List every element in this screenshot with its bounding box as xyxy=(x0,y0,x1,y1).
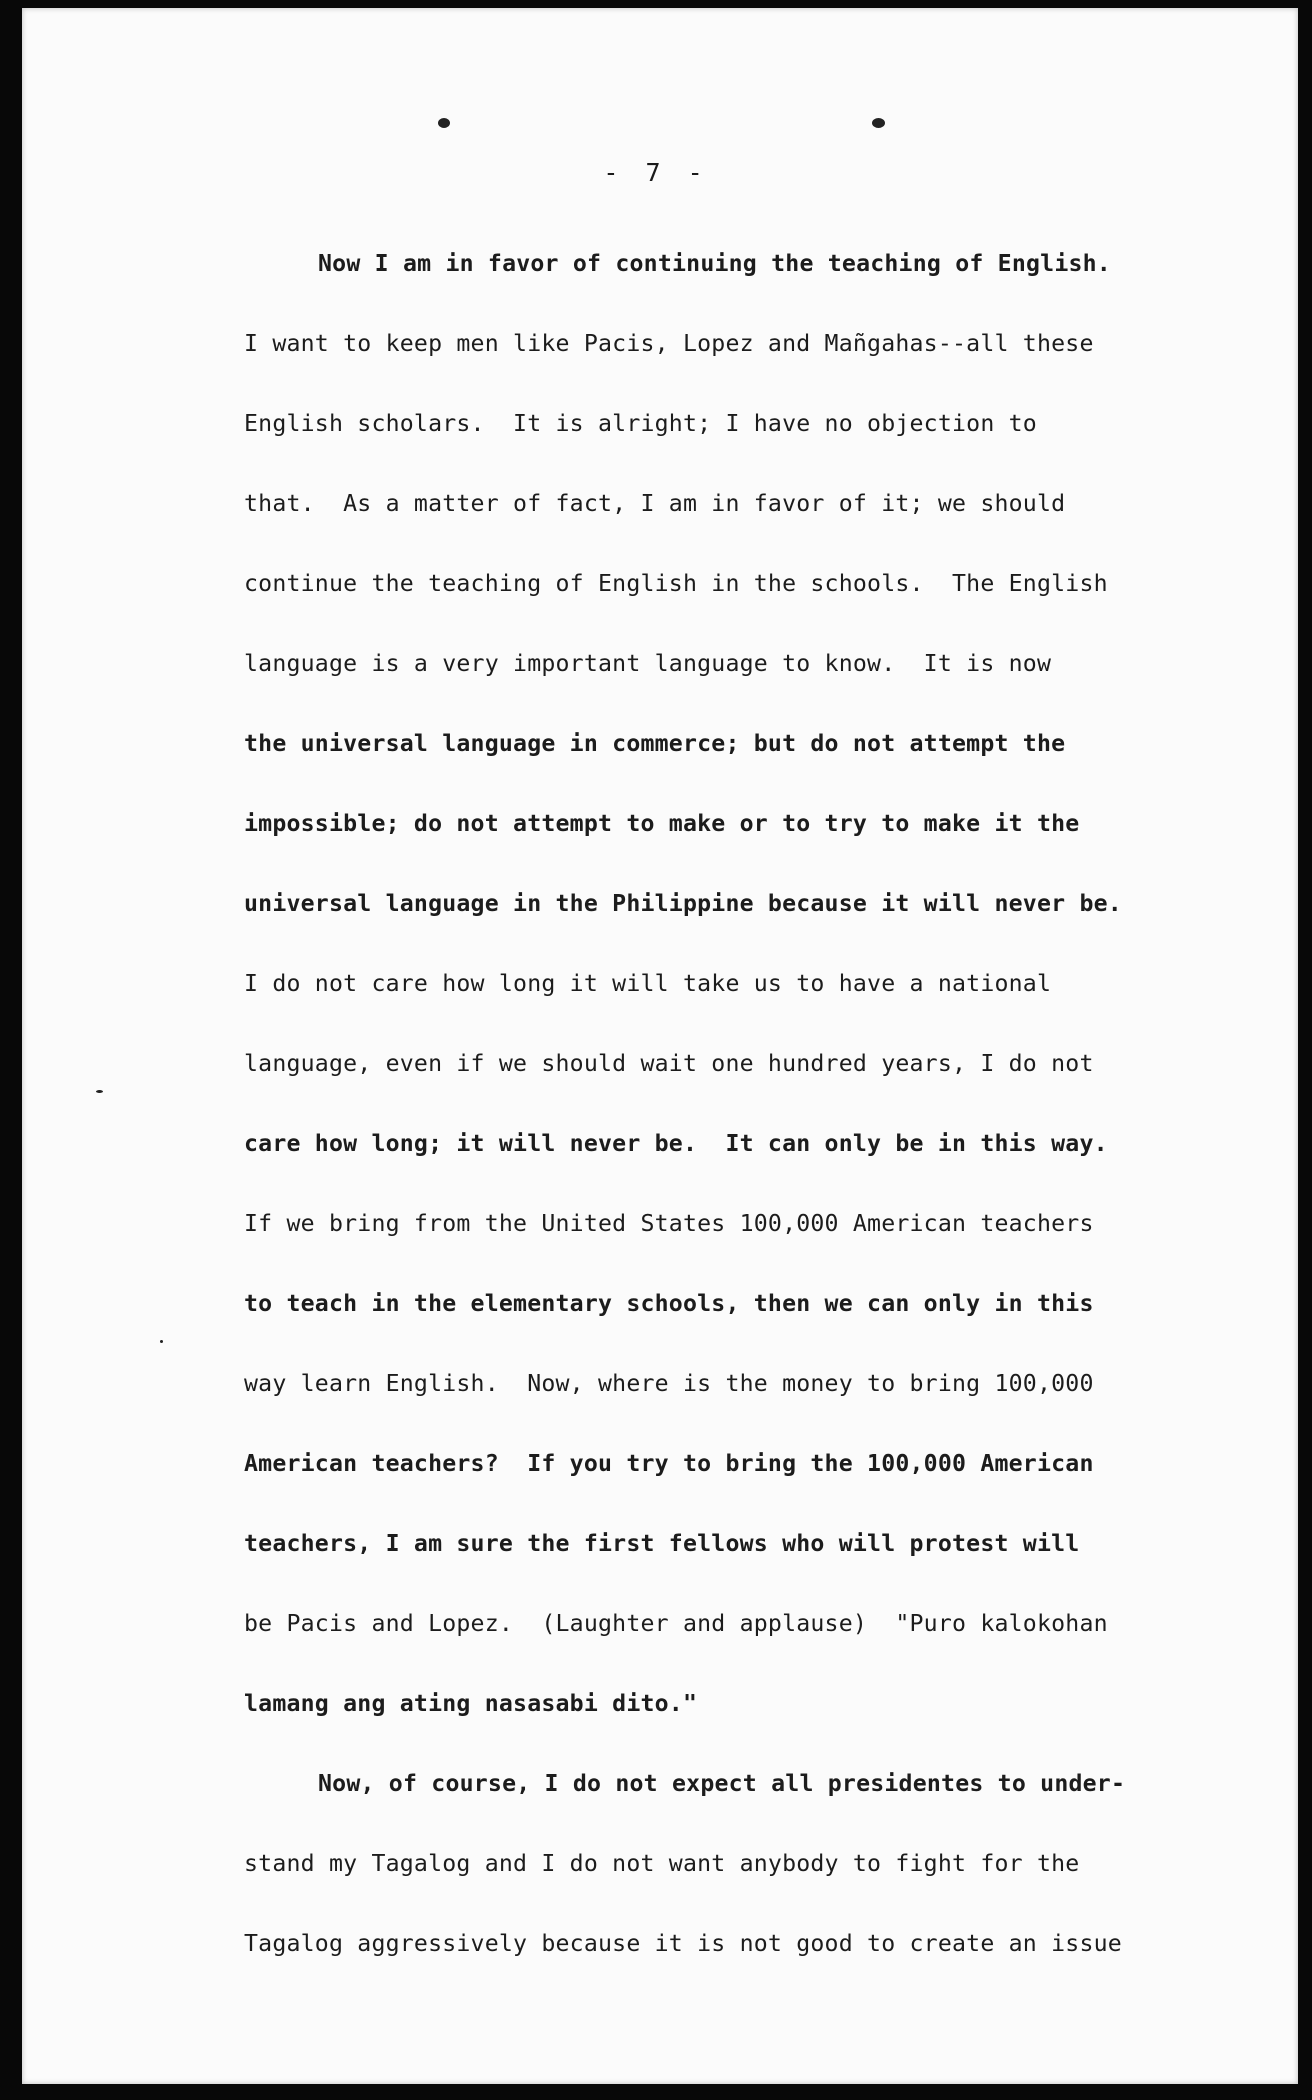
text-line: Tagalog aggressively because it is not good to create an issue xyxy=(244,1930,1122,1957)
page-number: - 7 - xyxy=(603,158,709,187)
text-line: that. As a matter of fact, I am in favor of it; we should xyxy=(244,490,1066,517)
text-line: If we bring from the United States 100,000 American teachers xyxy=(244,1210,1094,1237)
text-line: way learn English. Now, where is the money to bring 100,000 xyxy=(244,1370,1094,1397)
text-line: English scholars. It is alright; I have no objection to xyxy=(244,410,1037,437)
text-line: impossible; do not attempt to make or to try to make it the xyxy=(244,810,1080,837)
text-line: to teach in the elementary schools, then we can only in this xyxy=(244,1290,1094,1317)
text-line: the universal language in commerce; but do not attempt the xyxy=(244,730,1066,757)
text-line: Now I am in favor of continuing the teaching of English. xyxy=(318,250,1111,277)
text-line: lamang ang ating nasasabi dito." xyxy=(244,1690,698,1717)
text-line: teachers, I am sure the first fellows who will protest will xyxy=(244,1530,1080,1557)
text-line: language is a very important language to know. It is now xyxy=(244,650,1052,677)
text-line: stand my Tagalog and I do not want anybody to fight for the xyxy=(244,1850,1080,1877)
text-line: language, even if we should wait one hundred years, I do not xyxy=(244,1050,1094,1077)
text-line: continue the teaching of English in the schools. The English xyxy=(244,570,1108,597)
text-line: I do not care how long it will take us to have a national xyxy=(244,970,1052,997)
text-line: American teachers? If you try to bring the 100,000 American xyxy=(244,1450,1094,1477)
text-line: I want to keep men like Pacis, Lopez and Mañgahas--all these xyxy=(244,330,1094,357)
text-line: universal language in the Philippine because it will never be. xyxy=(244,890,1122,917)
text-line: care how long; it will never be. It can only be in this way. xyxy=(244,1130,1108,1157)
text-line: be Pacis and Lopez. (Laughter and applause) "Puro kalokohan xyxy=(244,1610,1108,1637)
text-line: Now, of course, I do not expect all presidentes to under- xyxy=(318,1770,1126,1797)
